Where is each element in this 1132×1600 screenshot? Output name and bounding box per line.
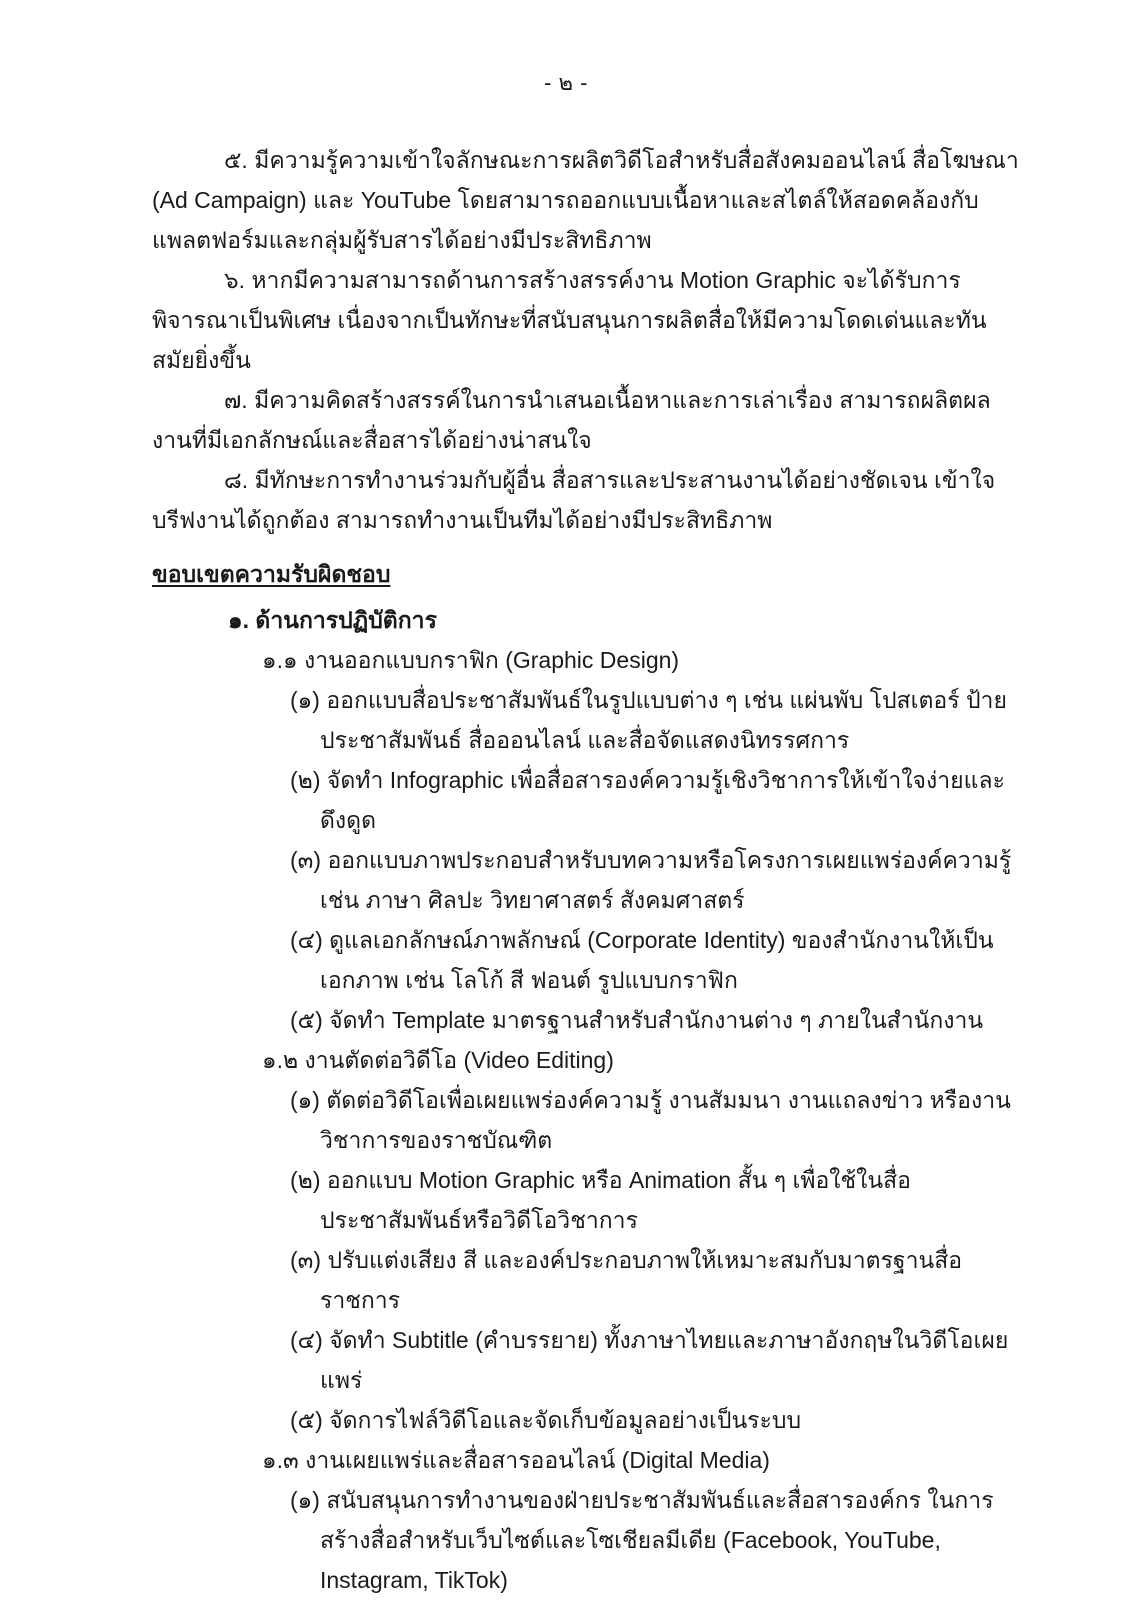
list-item-text: ออกแบบภาพประกอบสำหรับบทความหรือโครงการเผยแพร่องค์ความรู้ เช่น ภาษา ศิลปะ วิทยาศาสตร์ สังคมศาสตร์	[320, 847, 1012, 913]
list-item	[152, 1400, 1022, 1440]
list-item-text: จัดทำ Template มาตรฐานสำหรับสำนักงานต่าง ๆ ภายในสำนักงาน	[329, 1007, 984, 1033]
list-item	[152, 1160, 1022, 1240]
list-marker: (๑)	[290, 1087, 320, 1113]
subsection-1-1-heading: ๑.๑ งานออกแบบกราฟิก (Graphic Design)	[262, 647, 680, 673]
list-item	[152, 1080, 1022, 1160]
list-marker: (๕)	[290, 1007, 323, 1033]
list-item	[152, 680, 1022, 760]
list-item-text: จัดทำ Subtitle (คำบรรยาย) ทั้งภาษาไทยและภาษาอังกฤษในวิดีโอเผยแพร่	[320, 1327, 1009, 1393]
qualification-item-5: ๕. มีความรู้ความเข้าใจลักษณะการผลิตวิดีโอสำหรับสื่อสังคมออนไลน์ สื่อโฆษณา (Ad Campaign) และ YouTube โดยสามารถออกแบบเนื้อหาและสไตล์ให้สอดคล้องกับแพลตฟอร์มและกลุ่มผู้รับสารได้อย่างมีประสิทธิภาพ	[152, 147, 1019, 253]
qualification-item-8: ๘. มีทักษะการทำงานร่วมกับผู้อื่น สื่อสารและประสานงานได้อย่างชัดเจน เข้าใจบรีฟงานได้ถูกต้อง สามารถทำงานเป็นทีมได้อย่างมีประสิทธิภาพ	[152, 467, 996, 533]
list-item	[152, 760, 1022, 840]
list-marker: (๒)	[290, 1167, 321, 1193]
list-item-text: ออกแบบสื่อประชาสัมพันธ์ในรูปแบบต่าง ๆ เช่น แผ่นพับ โปสเตอร์ ป้ายประชาสัมพันธ์ สื่อออนไลน์ และสื่อจัดแสดงนิทรรศการ	[320, 687, 1007, 753]
list-item	[152, 1480, 1022, 1600]
list-item-text: ตัดต่อวิดีโอเพื่อเผยแพร่องค์ความรู้ งานสัมมนา งานแถลงข่าว หรืองานวิชาการของราชบัณฑิต	[320, 1087, 1011, 1153]
list-marker: (๓)	[290, 1247, 322, 1273]
qualification-item-7: ๗. มีความคิดสร้างสรรค์ในการนำเสนอเนื้อหาและการเล่าเรื่อง สามารถผลิตผลงานที่มีเอกลักษณ์และสื่อสารได้อย่างน่าสนใจ	[152, 387, 991, 453]
list-item	[152, 1000, 1022, 1040]
list-marker: (๒)	[290, 767, 321, 793]
list-item-text: จัดการไฟล์วิดีโอและจัดเก็บข้อมูลอย่างเป็นระบบ	[329, 1407, 802, 1433]
page-number: - ๒ -	[544, 70, 588, 95]
section-1-heading: ๑. ด้านการปฏิบัติการ	[228, 607, 437, 633]
subsection-1-3-heading: ๑.๓ งานเผยแพร่และสื่อสารออนไลน์ (Digital Media)	[262, 1447, 770, 1473]
list-item-text: ปรับแต่งเสียง สี และองค์ประกอบภาพให้เหมาะสมกับมาตรฐานสื่อราชการ	[320, 1247, 963, 1313]
list-marker: (๑)	[290, 687, 320, 713]
list-marker: (๕)	[290, 1407, 323, 1433]
document-body	[152, 140, 1022, 1600]
list-item	[152, 1320, 1022, 1400]
qualification-item-6: ๖. หากมีความสามารถด้านการสร้างสรรค์งาน Motion Graphic จะได้รับการพิจารณาเป็นพิเศษ เนื่องจากเป็นทักษะที่สนับสนุนการผลิตสื่อให้มีความโดดเด่นและทันสมัยยิ่งขึ้น	[152, 267, 987, 373]
subsection-1-2-heading: ๑.๒ งานตัดต่อวิดีโอ (Video Editing)	[262, 1047, 614, 1073]
list-item-text: ออกแบบ Motion Graphic หรือ Animation สั้น ๆ เพื่อใช้ในสื่อประชาสัมพันธ์หรือวิดีโอวิชาการ	[320, 1167, 911, 1233]
list-item	[152, 840, 1022, 920]
list-marker: (๑)	[290, 1487, 320, 1513]
list-item	[152, 920, 1022, 1000]
list-marker: (๔)	[290, 1327, 323, 1353]
list-marker: (๓)	[290, 847, 322, 873]
list-item-text: ดูแลเอกลักษณ์ภาพลักษณ์ (Corporate Identity) ของสำนักงานให้เป็นเอกภาพ เช่น โลโก้ สี ฟอนต์ รูปแบบกราฟิก	[320, 927, 994, 993]
list-item-text: จัดทำ Infographic เพื่อสื่อสารองค์ความรู้เชิงวิชาการให้เข้าใจง่ายและดึงดูด	[320, 767, 1005, 833]
list-marker: (๔)	[290, 927, 323, 953]
list-item	[152, 1240, 1022, 1320]
list-item-text: สนับสนุนการทำงานของฝ่ายประชาสัมพันธ์และสื่อสารองค์กร ในการสร้างสื่อสำหรับเว็บไซต์และโซเชียลมีเดีย (Facebook, YouTube, Instagram, TikTok)	[320, 1487, 994, 1593]
responsibilities-heading: ขอบเขตความรับผิดชอบ	[152, 561, 391, 587]
